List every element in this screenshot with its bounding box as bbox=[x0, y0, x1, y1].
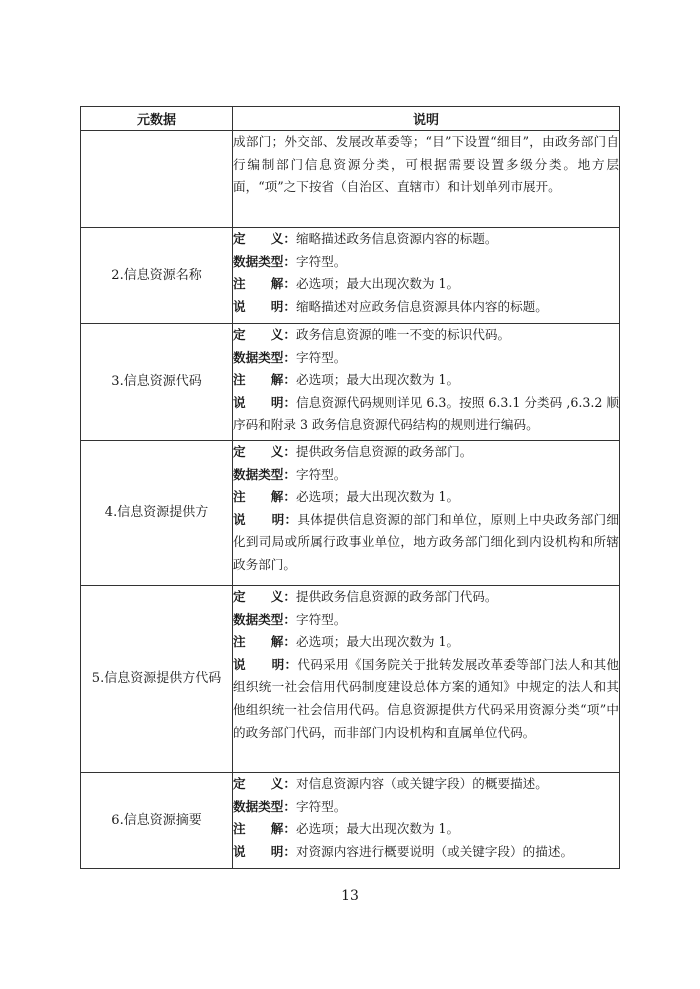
definition-line bbox=[233, 441, 619, 464]
description-cell bbox=[233, 773, 620, 869]
explanation-label: 说 明： bbox=[233, 511, 298, 527]
metadata-name: 2.信息资源名称 bbox=[81, 228, 233, 324]
description-cell bbox=[233, 131, 620, 228]
note-label: 注 解： bbox=[233, 821, 296, 837]
data-type-text: 字符型。 bbox=[295, 349, 347, 365]
definition-text: 提供政务信息资源的政务部门。 bbox=[295, 444, 473, 459]
data-type-text: 字符型。 bbox=[295, 253, 347, 269]
explanation-line bbox=[233, 841, 619, 864]
note-label: 注 解： bbox=[233, 489, 296, 505]
definition-line bbox=[233, 773, 619, 796]
data-type-label: 数据类型： bbox=[233, 611, 296, 627]
explanation-line bbox=[233, 509, 619, 577]
note-line bbox=[233, 818, 619, 841]
metadata-name: 3.信息资源代码 bbox=[81, 324, 233, 441]
metadata-name: 5.信息资源提供方代码 bbox=[81, 586, 233, 773]
metadata-table bbox=[80, 106, 620, 869]
data-type-label: 数据类型： bbox=[233, 253, 296, 269]
metadata-name: 4.信息资源提供方 bbox=[81, 441, 233, 586]
note-label: 注 解： bbox=[233, 634, 296, 650]
data-type-line bbox=[233, 347, 619, 370]
explanation-text: 缩略描述对应政务信息资源具体内容的标题。 bbox=[295, 298, 548, 314]
note-line bbox=[233, 631, 619, 654]
description-cell bbox=[233, 228, 620, 324]
description-cell bbox=[233, 586, 620, 773]
header-description: 说明 bbox=[233, 107, 620, 131]
definition-line bbox=[233, 324, 619, 347]
note-text: 必选项；最大出现次数为 1。 bbox=[295, 489, 460, 505]
data-type-label: 数据类型： bbox=[233, 349, 296, 365]
explanation-text: 具体提供信息资源的部门和单位，原则上中央政务部门细化到司局或所属行政事业单位，地方政务部门细化到内设机构和所辖政务部门。 bbox=[233, 511, 620, 572]
note-text: 必选项；最大出现次数为 1。 bbox=[295, 634, 460, 650]
explanation-text: 代码采用《国务院关于批转发展改革委等部门法人和其他组织统一社会信用代码制度建设总体方案的通知》中规定的法人和其他组织统一社会信用代码。信息资源提供方代码采用资源分类“项”中的政务部门代码，而非部门内设机构和直属单位代码。 bbox=[233, 656, 620, 740]
table-row bbox=[81, 773, 620, 869]
table-row bbox=[81, 131, 620, 228]
table-row bbox=[81, 324, 620, 441]
explanation-line bbox=[233, 296, 619, 319]
definition-line bbox=[233, 586, 619, 609]
note-text: 必选项；最大出现次数为 1。 bbox=[295, 821, 460, 837]
explanation-label: 说 明： bbox=[233, 656, 298, 672]
data-type-text: 字符型。 bbox=[295, 798, 347, 814]
table-header-row bbox=[81, 107, 620, 131]
description-cell bbox=[233, 324, 620, 441]
definition-label: 定 义： bbox=[233, 231, 296, 246]
explanation-label: 说 明： bbox=[233, 843, 296, 859]
continued-text: 成部门；外交部、发展改革委等；“目”下设置“细目”，由政务部门自行编制部门信息资源分类，可根据需要设置多级分类。地方层面，“项”之下按省（自治区、直辖市）和计划单列市展开。 bbox=[233, 134, 619, 195]
data-type-text: 字符型。 bbox=[295, 611, 347, 627]
data-type-line bbox=[233, 609, 619, 632]
explanation-text: 信息资源代码规则详见 6.3。按照 6.3.1 分类码 ,6.3.2 顺序码和附录 3 政务信息资源代码结构的规则进行编码。 bbox=[233, 394, 620, 433]
explanation-label: 说 明： bbox=[233, 394, 297, 410]
definition-text: 政务信息资源的唯一不变的标识代码。 bbox=[295, 327, 511, 342]
definition-text: 对信息资源内容（或关键字段）的概要描述。 bbox=[295, 776, 548, 791]
header-metadata: 元数据 bbox=[81, 107, 233, 131]
note-text: 必选项；最大出现次数为 1。 bbox=[295, 372, 460, 388]
data-type-line bbox=[233, 464, 619, 487]
definition-text: 缩略描述政务信息资源内容的标题。 bbox=[295, 231, 498, 246]
note-line bbox=[233, 486, 619, 509]
definition-label: 定 义： bbox=[233, 589, 296, 604]
explanation-label: 说 明： bbox=[233, 298, 296, 314]
explanation-text: 对资源内容进行概要说明（或关键字段）的描述。 bbox=[295, 843, 574, 859]
data-type-label: 数据类型： bbox=[233, 466, 296, 482]
note-line bbox=[233, 273, 619, 296]
page-number: 13 bbox=[341, 888, 359, 904]
metadata-name-cell bbox=[81, 131, 233, 228]
data-type-text: 字符型。 bbox=[295, 466, 347, 482]
definition-line bbox=[233, 228, 619, 251]
definition-label: 定 义： bbox=[233, 444, 296, 459]
definition-label: 定 义： bbox=[233, 776, 296, 791]
table-row bbox=[81, 586, 620, 773]
note-line bbox=[233, 369, 619, 392]
definition-label: 定 义： bbox=[233, 327, 296, 342]
metadata-name: 6.信息资源摘要 bbox=[81, 773, 233, 869]
note-text: 必选项；最大出现次数为 1。 bbox=[295, 276, 460, 292]
data-type-line bbox=[233, 796, 619, 819]
note-label: 注 解： bbox=[233, 372, 296, 388]
explanation-line bbox=[233, 654, 619, 744]
table-row bbox=[81, 441, 620, 586]
data-type-line bbox=[233, 251, 619, 274]
description-cell bbox=[233, 441, 620, 586]
data-type-label: 数据类型： bbox=[233, 798, 296, 814]
explanation-line bbox=[233, 392, 619, 437]
table-row bbox=[81, 228, 620, 324]
note-label: 注 解： bbox=[233, 276, 296, 292]
definition-text: 提供政务信息资源的政务部门代码。 bbox=[295, 589, 498, 604]
